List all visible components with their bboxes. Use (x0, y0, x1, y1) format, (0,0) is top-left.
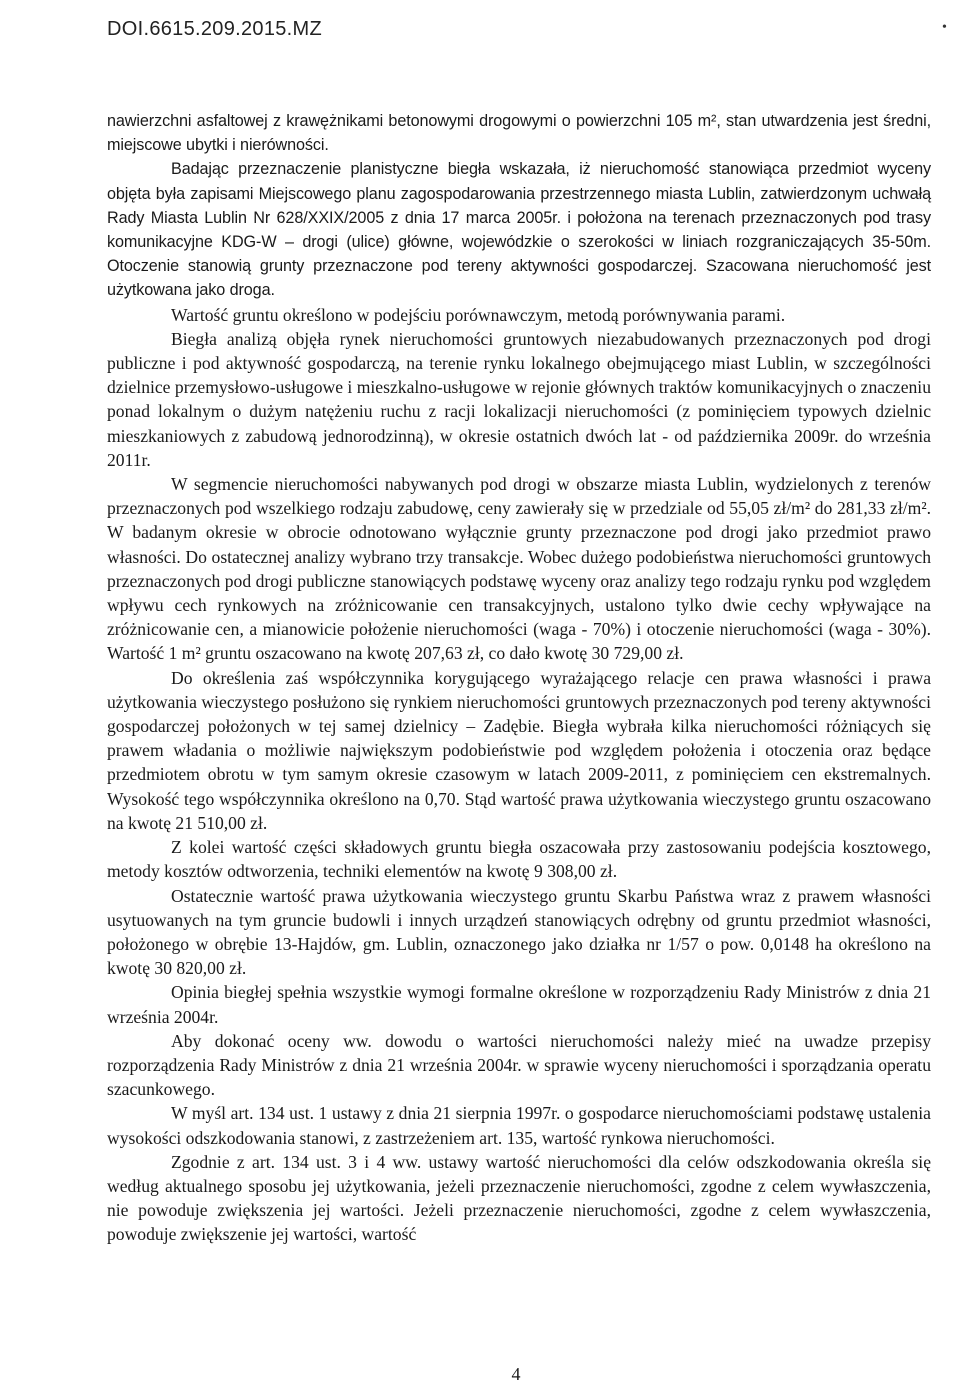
page-number: 4 (511, 1364, 521, 1384)
paragraph-cost-approach: Z kolei wartość części składowych gruntu biegła oszacowała przy zastosowaniu podejścia kosztowego, metody kosztów odtworzenia, techniki elementów na kwotę 9 308,00 zł. (107, 837, 931, 882)
paragraph-valuation-method: Wartość gruntu określono w podejściu porównawczym, metodą porównywania parami. (171, 304, 786, 325)
paragraph-art-134-1: W myśl art. 134 ust. 1 ustawy z dnia 21 sierpnia 1997r. o gospodarce nieruchomościami podstawę ustalenia wysokości odszkodowania stanowi, z zastrzeżeniem art. 135, wartość rynkowa nieruchomości. (107, 1103, 931, 1148)
paragraph-art-134-3-4: Zgodnie z art. 134 ust. 3 i 4 ww. ustawy wartość nieruchomości dla celów odszkodowania określa się według aktualnego sposobu jej użytkowania, jeżeli przeznaczenie nieruchomości, zgodne z celem wywłaszczenia, nie powoduje zwiększenia jej wartości. Jeżeli przeznaczenie nieruchomości, zgodne z celem wywłaszczenia, powoduje zwiększenie jej wartości, wartość (107, 1151, 931, 1245)
paragraph-regulation-reference: Aby dokonać oceny ww. dowodu o wartości nieruchomości należy mieć na uwadze przepisy rozporządzenia Rady Ministrów z dnia 21 września 2004r. w sprawie wyceny nieruchomości i sporządzania operatu szacunkowego. (107, 1030, 931, 1100)
paragraph-final-value: Ostatecznie wartość prawa użytkowania wieczystego gruntu Skarbu Państwa wraz z prawem własności usytuowanych na tym gruncie budowli i innych urządzeń stanowiących odrębny od gruntu przedmiot własności, położonego w obrębie 13-Hajdów, gm. Lublin, oznaczonego jako działka nr 1/57 o pow. 0,0148 ha określono na kwotę 30 820,00 zł. (107, 885, 931, 979)
paragraph-surface-description: nawierzchni asfaltowej z krawężnikami betonowymi drogowymi o powierzchni 105 m², stan utwardzenia jest średni, miejscowe ubytki i nierówności. (107, 112, 931, 155)
paragraph-market-analysis: Biegła analizą objęła rynek nieruchomości gruntowych niezabudowanych przeznaczonych pod drogi publiczne i pod aktywność gospodarczą, na terenie rynku lokalnego obejmującego miast Lublin, w szczególności dzielnice przemysłowo-usługowe i mieszkalno-usługowe w rejonie głównych traktów komunikacyjnych o znaczeniu ponad lokalnym o dużym natężeniu ruchu z racji lokalizacji nieruchomości (z pominięciem typowych dzielnic mieszkaniowych z zabudową jednorodzinną), w okresie ostatnich dwóch lat - od października 2009r. do września 2011r. (107, 328, 931, 470)
document-id: DOI.6615.209.2015.MZ (107, 18, 323, 40)
paragraph-correction-coefficient: Do określenia zaś współczynnika korygującego wyrażającego relacje cen prawa własności i prawa użytkowania wieczystego posłużono się rynkiem nieruchomości gruntowych przeznaczonych pod tereny aktywności gospodarczej położonych w tej samej dzielnicy – Zadębie. Biegła wybrała kilka nieruchomości różniących się prawem władania o możliwie największym podobieństwie pod względem położenia i otoczenia oraz będące przedmiotem obrotu w tym samym okresie czasowym w latach 2009-2011, z pominięciem cen ekstremalnych. Wysokość tego współczynnika określono na 0,70. Stąd wartość prawa użytkowania wieczystego gruntu oszacowano na kwotę 21 510,00 zł. (107, 667, 931, 833)
paragraph-planning-purpose: Badając przeznaczenie planistyczne biegła wskazała, iż nieruchomość stanowiąca przedmiot wyceny objęta była zapisami Miejscowego planu zagospodarowania przestrzennego miasta Lublin, zatwierdzonym uchwałą Rady Miasta Lublin Nr 628/XXIX/2005 z dnia 17 marca 2005r. i położona na terenach przeznaczonych pod trasy komunikacyjne KDG-W – drogi (ulice) główne, wojewódzkie o szerokości w liniach rozgraniczających 35-50m. Otoczenie stanowią grunty przeznaczone pod tereny aktywności gospodarczej. Szacowana nieruchomość jest użytkowana jako droga. (107, 160, 931, 300)
paragraph-market-segment: W segmencie nieruchomości nabywanych pod drogi w obszarze miasta Lublin, wydzielonych z terenów przeznaczonych pod wszelkiego rodzaju zabudowę, ceny zawierały się w przedziale od 55,05 zł/m² do 281,33 zł/m². W badanym okresie w obrocie odnotowano wyłącznie grunty przeznaczone pod drogi jako przedmiot prawo własności. Do ostatecznej analizy wybrano trzy transakcje. Wobec dużego podobieństwa nieruchomości gruntowych przeznaczonych pod drogi publiczne stanowiących podstawę wyceny oraz analizy tego rodzaju rynku pod względem wpływu cech rynkowych na zróżnicowanie cen transakcyjnych, ustalono tylko dwie cechy wpływające na zróżnicowanie cen, a mianowicie położenie nieruchomości (waga - 70%) i otoczenie nieruchomości (waga - 30%). Wartość 1 m² gruntu oszacowano na kwotę 207,63 zł, co dało kwotę 30 729,00 zł. (107, 474, 931, 664)
corner-mark: • (942, 20, 947, 35)
document-body (107, 109, 931, 1247)
paragraph-formal-requirements: Opinia biegłej spełnia wszystkie wymogi formalne określone w rozporządzeniu Rady Ministrów z dnia 21 września 2004r. (107, 982, 931, 1027)
